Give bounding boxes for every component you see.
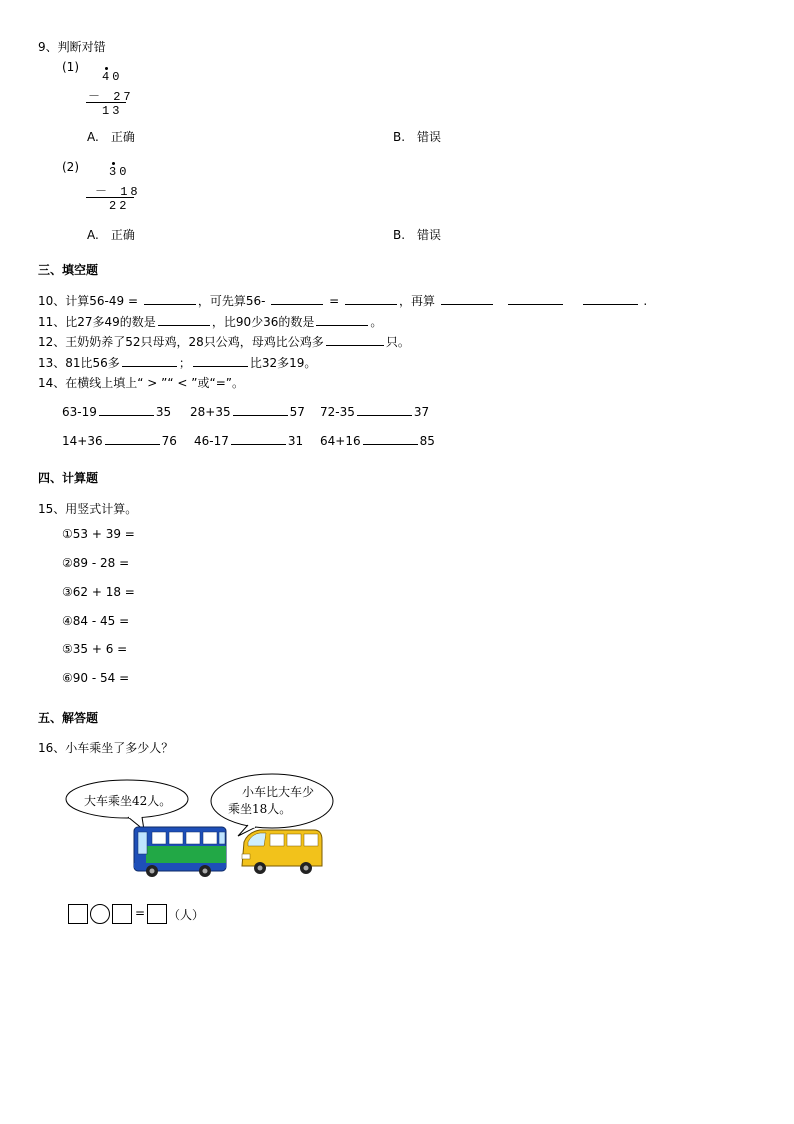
q12-blank[interactable] [326, 333, 384, 346]
compare-blank[interactable] [363, 432, 418, 445]
q16-title: 16、小车乘坐了多少人？ [38, 741, 174, 755]
compare-blank[interactable] [99, 403, 154, 416]
q14-row1-item3 [320, 403, 429, 419]
q12-text-a: 12、王奶奶养了52只母鸡，28只公鸡，母鸡比公鸡多 [38, 335, 324, 349]
q10-blank-1[interactable] [144, 292, 196, 305]
q12-line [38, 333, 410, 350]
q15-title: 15、用竖式计算。 [38, 502, 138, 516]
section-title-calculation: 四、计算题 [38, 471, 99, 485]
q9-part2-option-b[interactable]: B. 错误 [393, 228, 442, 242]
q14-row1-item1 [62, 403, 171, 419]
q9-part2-label: (2) [62, 160, 79, 174]
q14-row1-item2 [190, 403, 305, 419]
q9-part1-option-a[interactable]: A. 正确 [87, 130, 135, 144]
q10-text-a: 10、计算56-49 = [38, 294, 139, 308]
q11-text-b: ，比90少36的数是 [211, 315, 315, 329]
q11-blank-1[interactable] [158, 313, 210, 326]
q11-text-a: 11、比27多49的数是 [38, 315, 156, 329]
right-bubble-text-line2: 乘坐18人。 [228, 802, 292, 816]
compare-right: 31 [287, 434, 304, 448]
q9-part2-result: 22 [109, 199, 130, 213]
q13-blank-2[interactable] [193, 354, 248, 367]
compare-blank[interactable] [231, 432, 286, 445]
section-title-fill-blank: 三、填空题 [38, 263, 99, 277]
q11-blank-2[interactable] [316, 313, 368, 326]
q9-part1-subtrahend: － 27 [88, 90, 134, 104]
q14-row2-item3 [320, 432, 435, 448]
compare-right: 37 [413, 405, 430, 419]
q13-text-a: 13、81比56多 [38, 356, 120, 370]
q10-text-e: . [643, 294, 648, 308]
q10-blank-4[interactable] [441, 292, 493, 305]
q15-item-5: ⑤35 + 6 = [62, 642, 128, 656]
compare-left: 28+35 [190, 405, 231, 419]
answer-box-1[interactable] [68, 904, 88, 924]
q10-text-c: = [329, 294, 340, 308]
q13-text-c: 比32多19。 [249, 356, 317, 370]
compare-right: 35 [155, 405, 172, 419]
q10-blank-2[interactable] [271, 292, 323, 305]
compare-blank[interactable] [105, 432, 160, 445]
compare-left: 14+36 [62, 434, 103, 448]
q11-text-c: 。 [370, 315, 383, 329]
right-bubble-text-line1: 小车比大车少 [242, 785, 315, 799]
q9-part1-result: 13 [102, 104, 123, 118]
q10-blank-5[interactable] [508, 292, 563, 305]
q10-blank-3[interactable] [345, 292, 397, 305]
q13-text-b: ； [178, 356, 191, 370]
compare-left: 64+16 [320, 434, 361, 448]
q9-part2-rule [86, 197, 134, 198]
q9-part1-label: (1) [62, 60, 79, 74]
compare-right: 57 [289, 405, 305, 419]
q9-part2-option-a[interactable]: A. 正确 [87, 228, 135, 242]
equals-sign: = [135, 906, 146, 920]
q10-text-b: ，可先算56- [197, 294, 266, 308]
compare-left: 63-19 [62, 405, 97, 419]
q12-text-b: 只。 [385, 335, 410, 349]
q13-blank-1[interactable] [122, 354, 177, 367]
q9-part1-rule [86, 102, 126, 103]
q10-line [38, 292, 647, 309]
q15-item-2: ②89 - 28 = [62, 556, 130, 570]
q14-row2-item1 [62, 432, 177, 448]
answer-box-2[interactable] [112, 904, 132, 924]
compare-right: 76 [161, 434, 177, 448]
left-bubble-text: 大车乘坐42人。 [84, 794, 172, 808]
answer-box-result[interactable] [147, 904, 167, 924]
q15-item-6: ⑥90 - 54 = [62, 671, 130, 685]
compare-left: 46-17 [194, 434, 229, 448]
operator-circle[interactable] [90, 904, 110, 924]
q14-row2-item2 [194, 432, 303, 448]
q15-item-4: ④84 - 45 = [62, 614, 130, 628]
q14-title: 14、在横线上填上“ > ”“ < ”或“=”。 [38, 376, 244, 390]
compare-blank[interactable] [357, 403, 412, 416]
q13-line [38, 354, 316, 371]
q9-part1-option-b[interactable]: B. 错误 [393, 130, 442, 144]
compare-right: 85 [419, 434, 435, 448]
q9-part1-minuend: 40 [102, 70, 123, 84]
q15-item-3: ③62 + 18 = [62, 585, 135, 599]
q10-text-d: ，再算 [399, 294, 436, 308]
answer-unit: （人） [168, 908, 205, 922]
q11-line [38, 313, 382, 330]
van-icon [242, 830, 322, 874]
q10-blank-6[interactable] [583, 292, 638, 305]
q9-part2-subtrahend: － 18 [95, 185, 141, 199]
compare-blank[interactable] [233, 403, 288, 416]
bus-icon [134, 827, 226, 877]
section-title-word-problems: 五、解答题 [38, 711, 99, 725]
q9-part2-minuend: 30 [109, 165, 130, 179]
q15-item-1: ①53 + 39 = [62, 527, 135, 541]
q9-title: 9、判断对错 [38, 40, 106, 54]
compare-left: 72-35 [320, 405, 355, 419]
